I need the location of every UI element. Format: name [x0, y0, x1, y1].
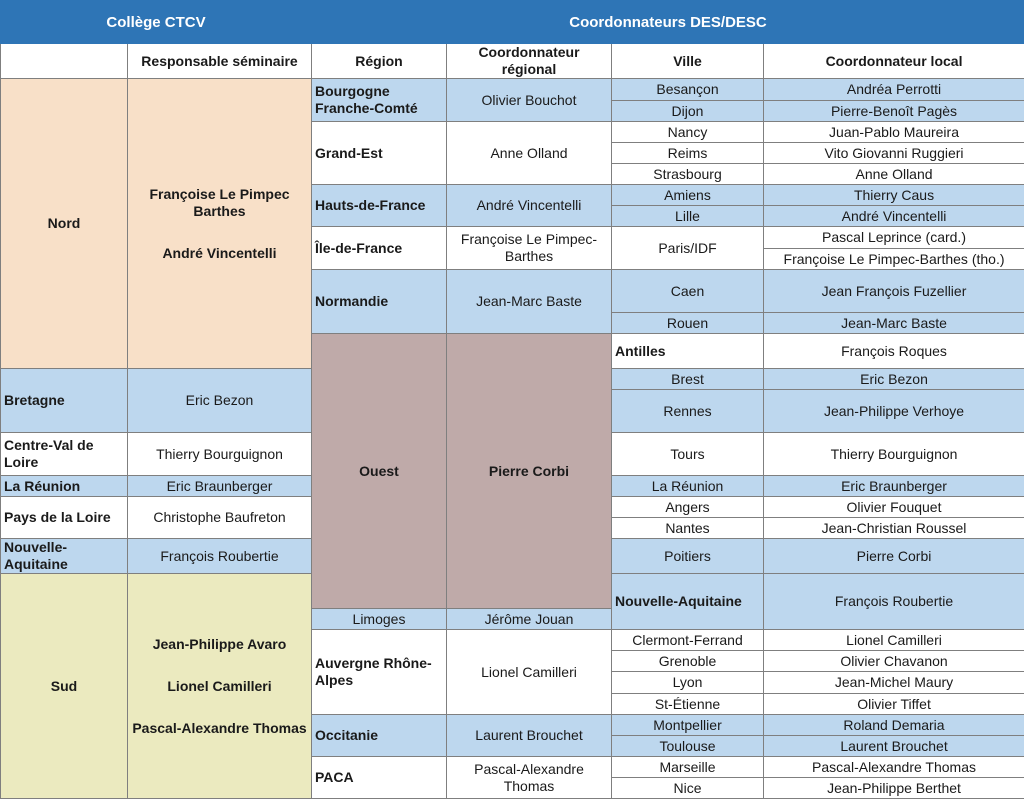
coord-regional-cell: Pascal-Alexandre Thomas: [447, 757, 612, 799]
region-cell: La Réunion: [1, 476, 128, 497]
coord-local-cell: Jean-Christian Roussel: [764, 518, 1024, 539]
ville-cell: Clermont-Ferrand: [612, 630, 764, 651]
ville-cell: La Réunion: [612, 476, 764, 497]
responsable-name: Pascal-Alexandre Thomas: [131, 720, 308, 737]
ville-cell: Montpellier: [612, 715, 764, 736]
coord-regional-cell: Laurent Brouchet: [447, 715, 612, 757]
coord-local-cell: Thierry Bourguignon: [764, 433, 1024, 476]
coord-local-cell: Jérôme Jouan: [447, 609, 612, 630]
coord-local-column-header: Coordonnateur local: [764, 44, 1024, 79]
ville-cell: Caen: [612, 270, 764, 313]
ville-column-header: Ville: [612, 44, 764, 79]
coord-local-cell: Eric Braunberger: [764, 476, 1024, 497]
coord-regional-cell: Christophe Baufreton: [128, 497, 312, 539]
responsable-name: Barthes: [131, 203, 308, 220]
ville-cell: Amiens: [612, 185, 764, 206]
ville-cell: Dijon: [612, 101, 764, 122]
coord-local-cell: Pierre Corbi: [764, 539, 1024, 574]
ville-cell: Nice: [612, 778, 764, 799]
coord-local-cell: Vito Giovanni Ruggieri: [764, 143, 1024, 164]
region-cell: Nouvelle-Aquitaine: [612, 574, 764, 630]
responsable-column-header: Responsable séminaire: [128, 44, 312, 79]
region-cell: Hauts-de-France: [312, 185, 447, 227]
ville-cell: Toulouse: [612, 736, 764, 757]
coord-regional-cell: Lionel Camilleri: [447, 630, 612, 715]
region-cell: Nouvelle-Aquitaine: [1, 539, 128, 574]
coord-local-cell: Olivier Fouquet: [764, 497, 1024, 518]
coord-regional-cell: Eric Braunberger: [128, 476, 312, 497]
coord-local-cell: Anne Olland: [764, 164, 1024, 185]
coord-local-cell: Jean François Fuzellier: [764, 270, 1024, 313]
college-ouest: Ouest: [312, 334, 447, 609]
ville-cell: Lyon: [612, 672, 764, 694]
coord-regional-cell: Anne Olland: [447, 122, 612, 185]
coord-local-cell: Jean-Philippe Verhoye: [764, 390, 1024, 433]
ville-cell: St-Étienne: [612, 694, 764, 715]
responsable-nord: [128, 79, 312, 369]
ville-cell: Angers: [612, 497, 764, 518]
coord-local-cell: André Vincentelli: [764, 206, 1024, 227]
ville-cell: Grenoble: [612, 651, 764, 672]
coord-local-cell: Olivier Tiffet: [764, 694, 1024, 715]
ville-cell: Lille: [612, 206, 764, 227]
region-cell: Grand-Est: [312, 122, 447, 185]
region-cell: Bourgogne Franche-Comté: [312, 79, 447, 122]
ville-cell: Poitiers: [612, 539, 764, 574]
ville-cell: Besançon: [612, 79, 764, 101]
coord-regional-cell: François Roques: [764, 334, 1024, 369]
coord-local-cell: Lionel Camilleri: [764, 630, 1024, 651]
coord-local-cell: Pascal-Alexandre Thomas: [764, 757, 1024, 778]
region-cell: Bretagne: [1, 369, 128, 433]
coord-regional-column-header: Coordonnateur régional: [447, 44, 612, 79]
coord-local-cell: Pascal Leprince (card.): [764, 227, 1024, 249]
coord-local-cell: Andréa Perrotti: [764, 79, 1024, 101]
coord-regional-cell: Jean-Marc Baste: [447, 270, 612, 334]
coord-local-cell: Pierre-Benoît Pagès: [764, 101, 1024, 122]
coord-local-cell: Laurent Brouchet: [764, 736, 1024, 757]
college-sud: Sud: [1, 574, 128, 799]
region-column-header: Région: [312, 44, 447, 79]
ville-cell: Brest: [612, 369, 764, 390]
ville-cell: Nantes: [612, 518, 764, 539]
ville-cell: Nancy: [612, 122, 764, 143]
ville-cell: Rouen: [612, 313, 764, 334]
coord-local-cell: Jean-Michel Maury: [764, 672, 1024, 694]
responsable-ouest: [447, 334, 612, 609]
coord-local-cell: Jean-Marc Baste: [764, 313, 1024, 334]
college-nord: Nord: [1, 79, 128, 369]
responsable-name: Lionel Camilleri: [131, 678, 308, 695]
region-cell: Antilles: [612, 334, 764, 369]
ville-cell: Marseille: [612, 757, 764, 778]
region-cell: PACA: [312, 757, 447, 799]
ville-cell: Rennes: [612, 390, 764, 433]
coord-regional-cell: François Roubertie: [764, 574, 1024, 630]
coord-local-cell: Juan-Pablo Maureira: [764, 122, 1024, 143]
region-cell: Pays de la Loire: [1, 497, 128, 539]
responsable-sud: [128, 574, 312, 799]
coord-local-cell: Roland Demaria: [764, 715, 1024, 736]
ville-cell: Limoges: [312, 609, 447, 630]
coord-local-cell: Olivier Chavanon: [764, 651, 1024, 672]
region-cell: Centre-Val de Loire: [1, 433, 128, 476]
college-column-header: [1, 44, 128, 79]
college-header: Collège CTCV: [1, 1, 312, 44]
coordinators-header: Coordonnateurs DES/DESC: [312, 1, 1024, 44]
responsable-name: Françoise Le Pimpec: [131, 186, 308, 203]
coord-local-cell: Jean-Philippe Berthet: [764, 778, 1024, 799]
coord-regional-cell: François Roubertie: [128, 539, 312, 574]
coord-regional-cell: Eric Bezon: [128, 369, 312, 433]
responsable-name: Pierre Corbi: [450, 463, 608, 480]
responsable-name: André Vincentelli: [131, 245, 308, 262]
ville-cell: Tours: [612, 433, 764, 476]
region-cell: Occitanie: [312, 715, 447, 757]
ville-cell: Paris/IDF: [612, 227, 764, 270]
coord-local-cell: Eric Bezon: [764, 369, 1024, 390]
coord-regional-cell: Thierry Bourguignon: [128, 433, 312, 476]
coord-regional-cell: Françoise Le Pimpec-Barthes: [447, 227, 612, 270]
coord-local-cell: Thierry Caus: [764, 185, 1024, 206]
region-cell: Île-de-France: [312, 227, 447, 270]
ville-cell: Strasbourg: [612, 164, 764, 185]
region-cell: Normandie: [312, 270, 447, 334]
ville-cell: Reims: [612, 143, 764, 164]
coord-local-cell: Françoise Le Pimpec-Barthes (tho.): [764, 249, 1024, 270]
responsable-name: Jean-Philippe Avaro: [131, 636, 308, 653]
coord-regional-cell: André Vincentelli: [447, 185, 612, 227]
coord-regional-cell: Olivier Bouchot: [447, 79, 612, 122]
region-cell: Auvergne Rhône-Alpes: [312, 630, 447, 715]
